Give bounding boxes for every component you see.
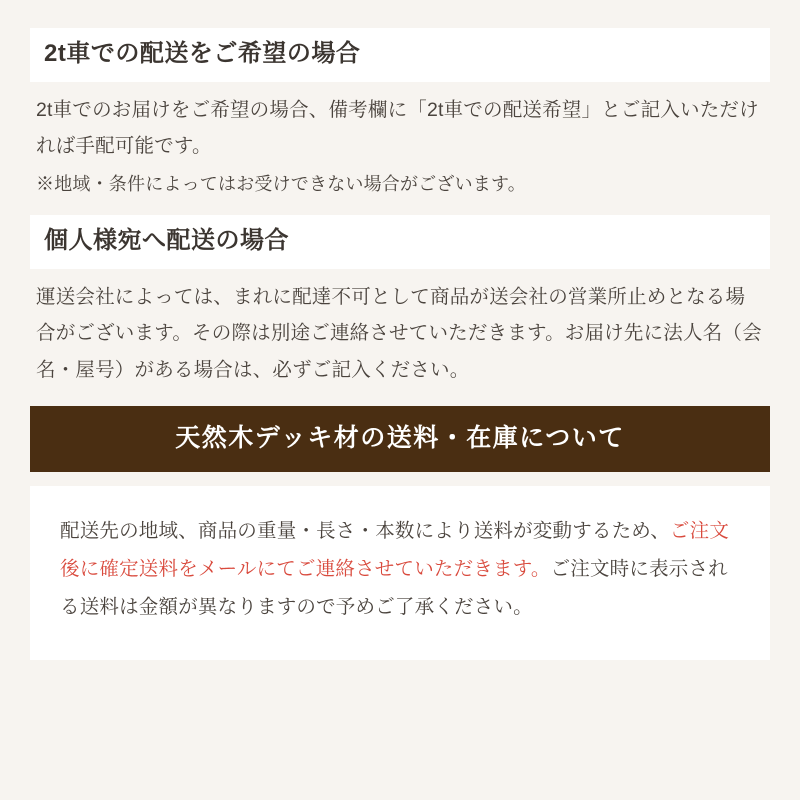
section-note-2t-delivery: ※地域・条件によってはお受けできない場合がございます。 [36, 174, 526, 195]
section-heading-2t-delivery: 2t車での配送をご希望の場合 [30, 28, 770, 82]
section-paragraph-individual-delivery: 運送会社によっては、まれに配達不可として商品が送会社の営業所止めとなる場合がございます。その際は別途ご連絡させていただきます。お届け先に法人名（会名・屋号）がある場合は、必ずご記入ください。 [36, 286, 762, 381]
banner-shipping-stock: 天然木デッキ材の送料・在庫について [30, 406, 770, 473]
notice-card [30, 486, 770, 660]
section-paragraph-2t-delivery: 2t車でのお届けをご希望の場合、備考欄に「2t車での配送希望」とご記入いただければ手配可能です。 [36, 99, 759, 158]
notice-lead-text: 配送先の地域、商品の重量・長さ・本数により送料が変動するため、 [60, 520, 670, 543]
section-heading-individual-delivery: 個人様宛へ配送の場合 [30, 215, 770, 269]
notice-trail-text: ご注文時に表示される送料は金額が異なりますので予めご了承ください。 [60, 558, 728, 619]
notice-card-text [60, 512, 740, 626]
notice-highlight-text: ご注文後に確定送料をメールにてご連絡させていただきます。 [60, 520, 730, 581]
